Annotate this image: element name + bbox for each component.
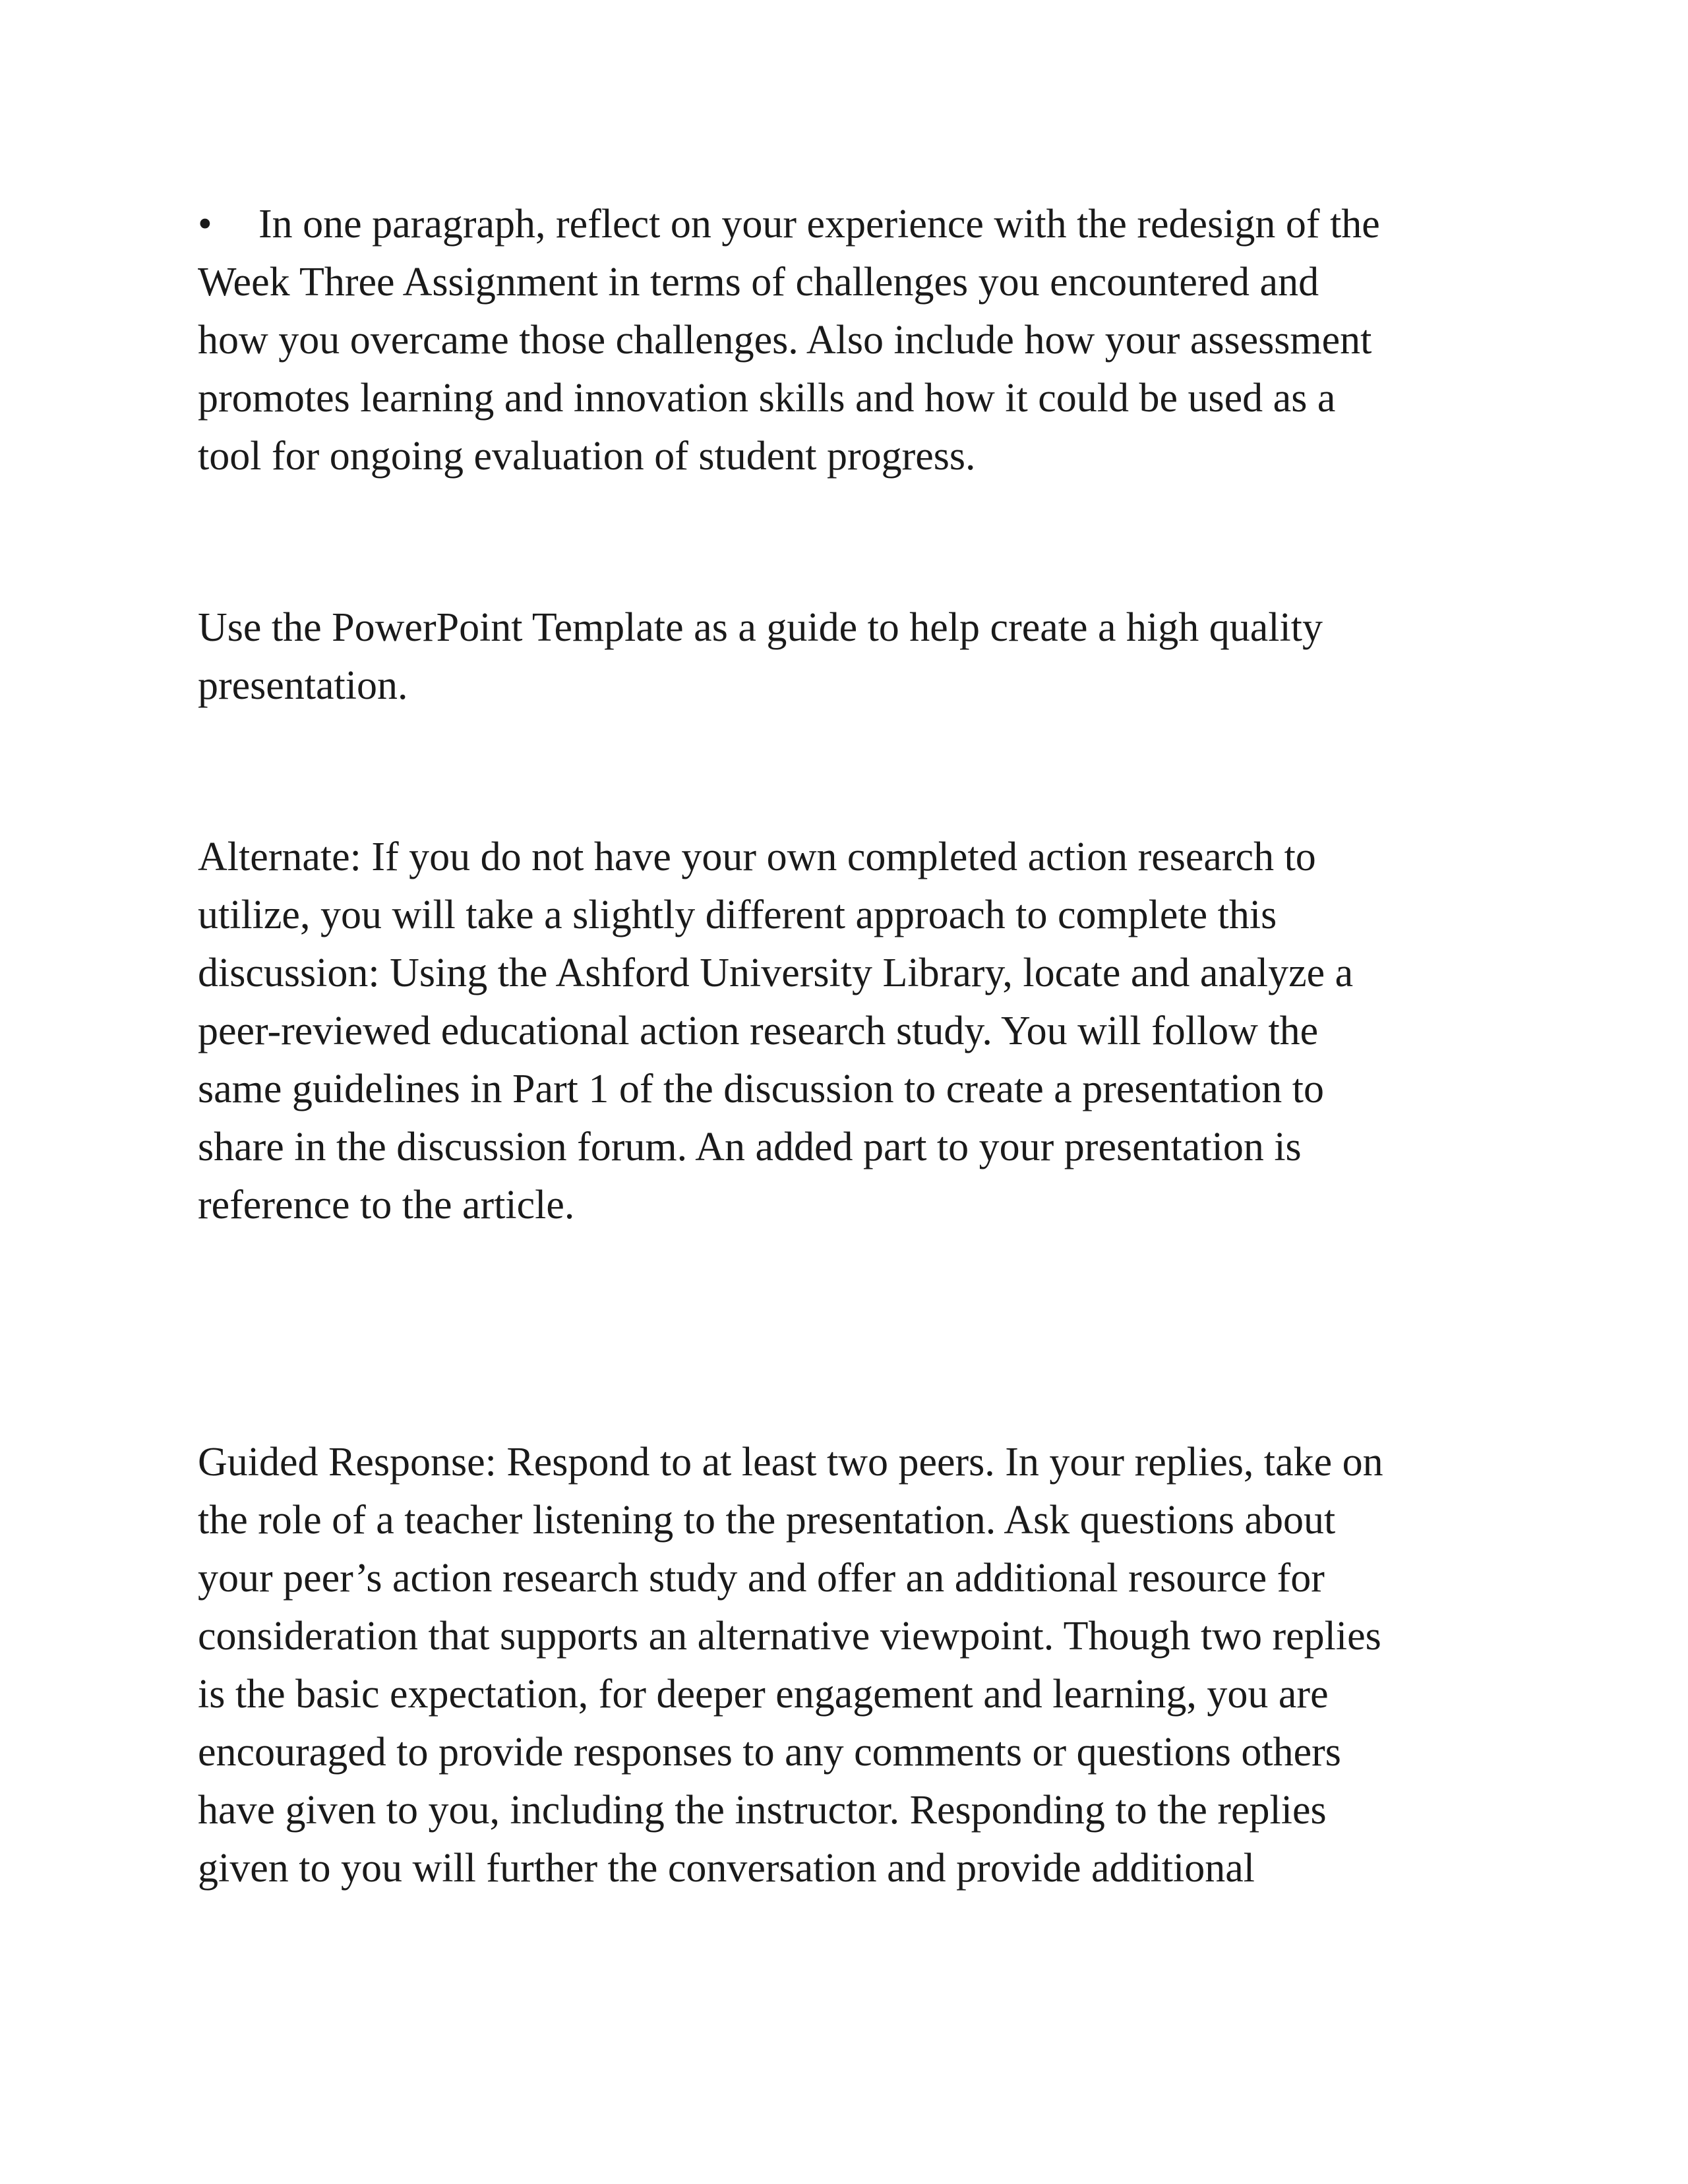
paragraph-line: how you overcame those challenges. Also include how your assessment: [198, 318, 1372, 363]
paragraph-line: promotes learning and innovation skills and how it could be used as a: [198, 376, 1336, 421]
paragraph-line: same guidelines in Part 1 of the discussion to create a presentation to: [198, 1067, 1324, 1111]
paragraph-line: reference to the article.: [198, 1183, 575, 1227]
paragraph-line: utilize, you will take a slightly different approach to complete this: [198, 893, 1277, 937]
paragraph-line: • In one paragraph, reflect on your experience with the redesign of the: [198, 195, 1380, 253]
paragraph-line: Alternate: If you do not have your own completed action research to: [198, 835, 1316, 879]
paragraph-line: discussion: Using the Ashford University Library, locate and analyze a: [198, 951, 1354, 995]
paragraph-line: encouraged to provide responses to any comments or questions others: [198, 1730, 1341, 1775]
paragraph-line: given to you will further the conversation and provide additional: [198, 1846, 1255, 1891]
paragraph-line: consideration that supports an alternative viewpoint. Though two replies: [198, 1614, 1381, 1659]
paragraph-line: Guided Response: Respond to at least two peers. In your replies, take on: [198, 1440, 1383, 1485]
paragraph-line: share in the discussion forum. An added part to your presentation is: [198, 1125, 1302, 1169]
paragraph-line: peer-reviewed educational action research study. You will follow the: [198, 1009, 1319, 1053]
paragraph-line: Use the PowerPoint Template as a guide to help create a high quality: [198, 605, 1323, 650]
paragraph-line: presentation.: [198, 663, 408, 708]
paragraph-line: have given to you, including the instructor. Responding to the replies: [198, 1788, 1327, 1833]
paragraph-line: your peer’s action research study and offer an additional resource for: [198, 1556, 1325, 1601]
paragraph-line: Week Three Assignment in terms of challenges you encountered and: [198, 260, 1319, 305]
paragraph-line: is the basic expectation, for deeper engagement and learning, you are: [198, 1672, 1329, 1717]
bullet-icon: •: [198, 202, 212, 247]
paragraph-line: the role of a teacher listening to the presentation. Ask questions about: [198, 1498, 1336, 1543]
paragraph-line: tool for ongoing evaluation of student progress.: [198, 434, 976, 479]
